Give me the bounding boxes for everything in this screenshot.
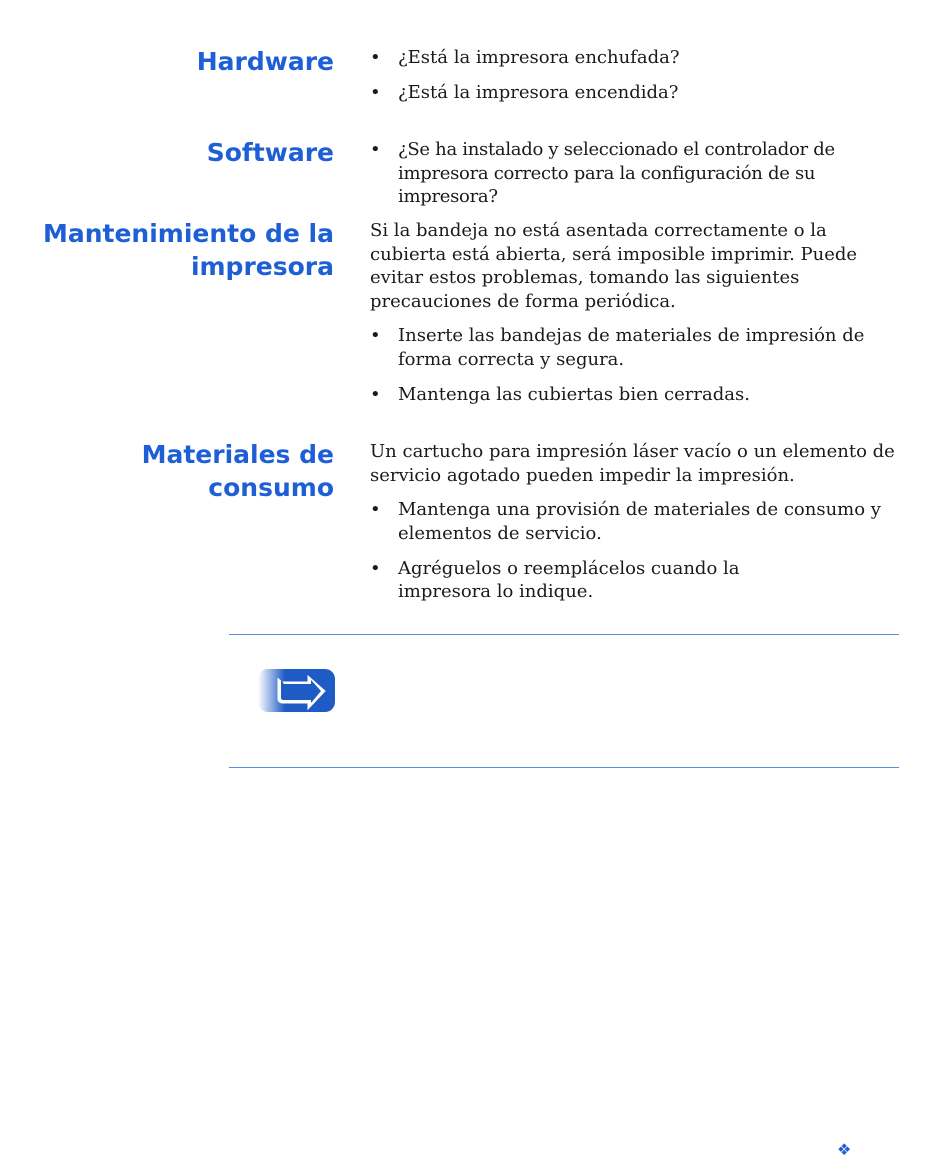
heading-mantenimiento: Mantenimiento de la impresora: [42, 219, 334, 281]
materiales-intro: Un cartucho para impresión láser vacío o un elemento de servicio agotado pueden impedir la impresión.: [370, 441, 895, 486]
list-item: • ¿Está la impresora enchufada?: [370, 47, 680, 68]
mantenimiento-bullet-list: [370, 324, 898, 406]
hardware-body: [370, 46, 898, 116]
list-item: • ¿Está la impresora encendida?: [370, 82, 679, 103]
materiales-bullet-list: [370, 498, 898, 604]
note-top-rule: [229, 634, 899, 635]
software-body: [370, 138, 898, 220]
heading-hardware: Hardware: [196, 47, 334, 76]
note-bottom-rule: [229, 767, 899, 768]
note-arrow-icon: [258, 668, 336, 713]
list-item: • Mantenga las cubiertas bien cerradas.: [370, 383, 750, 405]
mantenimiento-intro: Si la bandeja no está asentada correctamente o la cubierta está abierta, será imposible imprimir. Puede evitar estos problemas, tomando las siguientes precauciones de forma periódica.: [370, 220, 858, 312]
list-item: • Inserte las bandejas de materiales de impresión de forma correcta y segura.: [370, 325, 865, 370]
list-item: • Mantenga una provisión de materiales de consumo y elementos de servicio.: [370, 499, 881, 544]
list-item: • ¿Se ha instalado y seleccionado el controlador de impresora correcto para la configuración de su impresora?: [370, 139, 835, 207]
footer-ornament: ❖: [837, 1140, 852, 1159]
hardware-bullet-list: [370, 46, 898, 105]
materiales-body: [370, 440, 898, 615]
list-item: • Agréguelos o reemplácelos cuando la impresora lo indique.: [370, 557, 740, 602]
mantenimiento-body: [370, 219, 898, 418]
heading-software: Software: [206, 138, 334, 167]
heading-materiales: Materiales de consumo: [141, 440, 334, 502]
software-bullet-list: [370, 138, 898, 209]
